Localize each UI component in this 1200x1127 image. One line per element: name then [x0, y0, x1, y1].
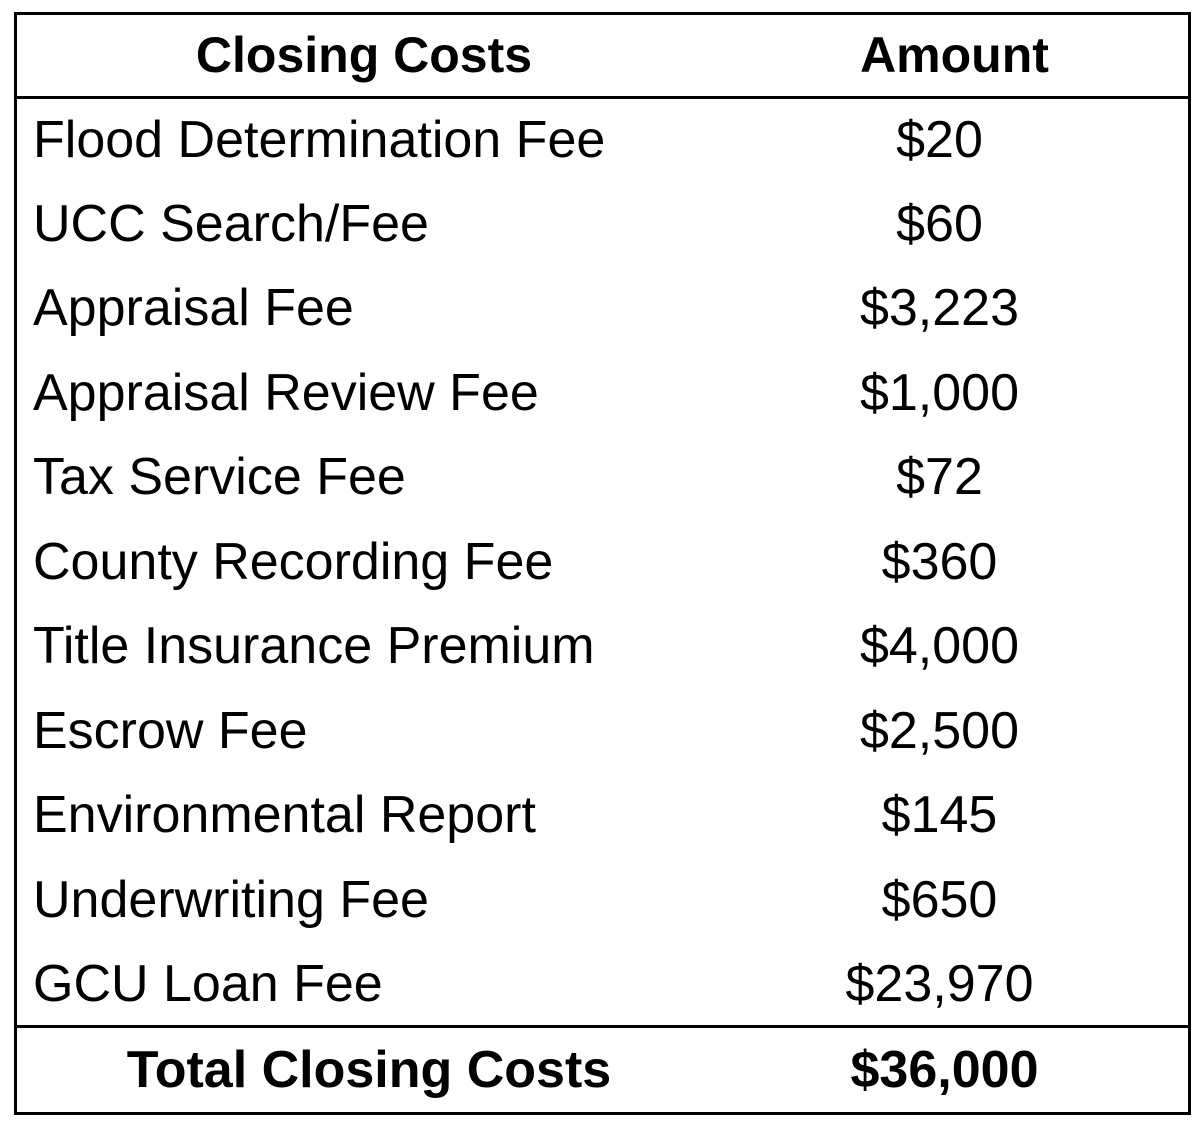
cost-name: Appraisal Review Fee	[33, 363, 539, 422]
total-label: Total Closing Costs	[17, 1027, 721, 1113]
table-row	[17, 689, 1188, 774]
cost-name: Underwriting Fee	[33, 870, 429, 929]
table-row	[17, 435, 1188, 520]
table-header	[17, 15, 1188, 97]
total-row	[17, 1027, 1188, 1113]
cost-amount: $650	[881, 870, 998, 929]
cost-name: Flood Determination Fee	[33, 111, 606, 169]
cost-amount: $4,000	[859, 617, 1020, 676]
table-row	[17, 182, 1188, 267]
table-body	[17, 97, 1188, 1027]
cost-amount: $1,000	[859, 363, 1020, 422]
total-amount: $36,000	[721, 1027, 1188, 1113]
column-header-amount: Amount	[721, 15, 1188, 97]
closing-costs-table-frame	[14, 12, 1191, 1115]
table-row	[17, 773, 1188, 858]
table-row	[17, 266, 1188, 351]
cost-amount: $20	[896, 111, 983, 169]
cost-amount: $3,223	[859, 279, 1020, 338]
cost-name: GCU Loan Fee	[33, 954, 383, 1013]
table-footer	[17, 1027, 1188, 1113]
table-row	[17, 942, 1188, 1027]
cost-name: Environmental Report	[33, 786, 536, 845]
column-header-closing-costs: Closing Costs	[17, 15, 721, 97]
cost-amount: $72	[896, 448, 983, 507]
table-row	[17, 351, 1188, 436]
closing-costs-table	[17, 15, 1188, 1113]
table-row	[17, 858, 1188, 943]
cost-amount: $145	[881, 786, 998, 845]
cost-name: Escrow Fee	[33, 701, 308, 760]
cost-name: Appraisal Fee	[33, 279, 354, 338]
table-row	[17, 604, 1188, 689]
cost-amount: $2,500	[859, 701, 1020, 760]
cost-amount: $360	[881, 532, 998, 591]
cost-name: Tax Service Fee	[33, 448, 406, 507]
table-row	[17, 97, 1188, 182]
table-row	[17, 520, 1188, 605]
cost-amount: $23,970	[845, 954, 1034, 1013]
cost-amount: $60	[896, 194, 983, 253]
header-row	[17, 15, 1188, 97]
cost-name: UCC Search/Fee	[33, 194, 429, 253]
cost-name: Title Insurance Premium	[33, 617, 595, 676]
cost-name: County Recording Fee	[33, 532, 554, 591]
